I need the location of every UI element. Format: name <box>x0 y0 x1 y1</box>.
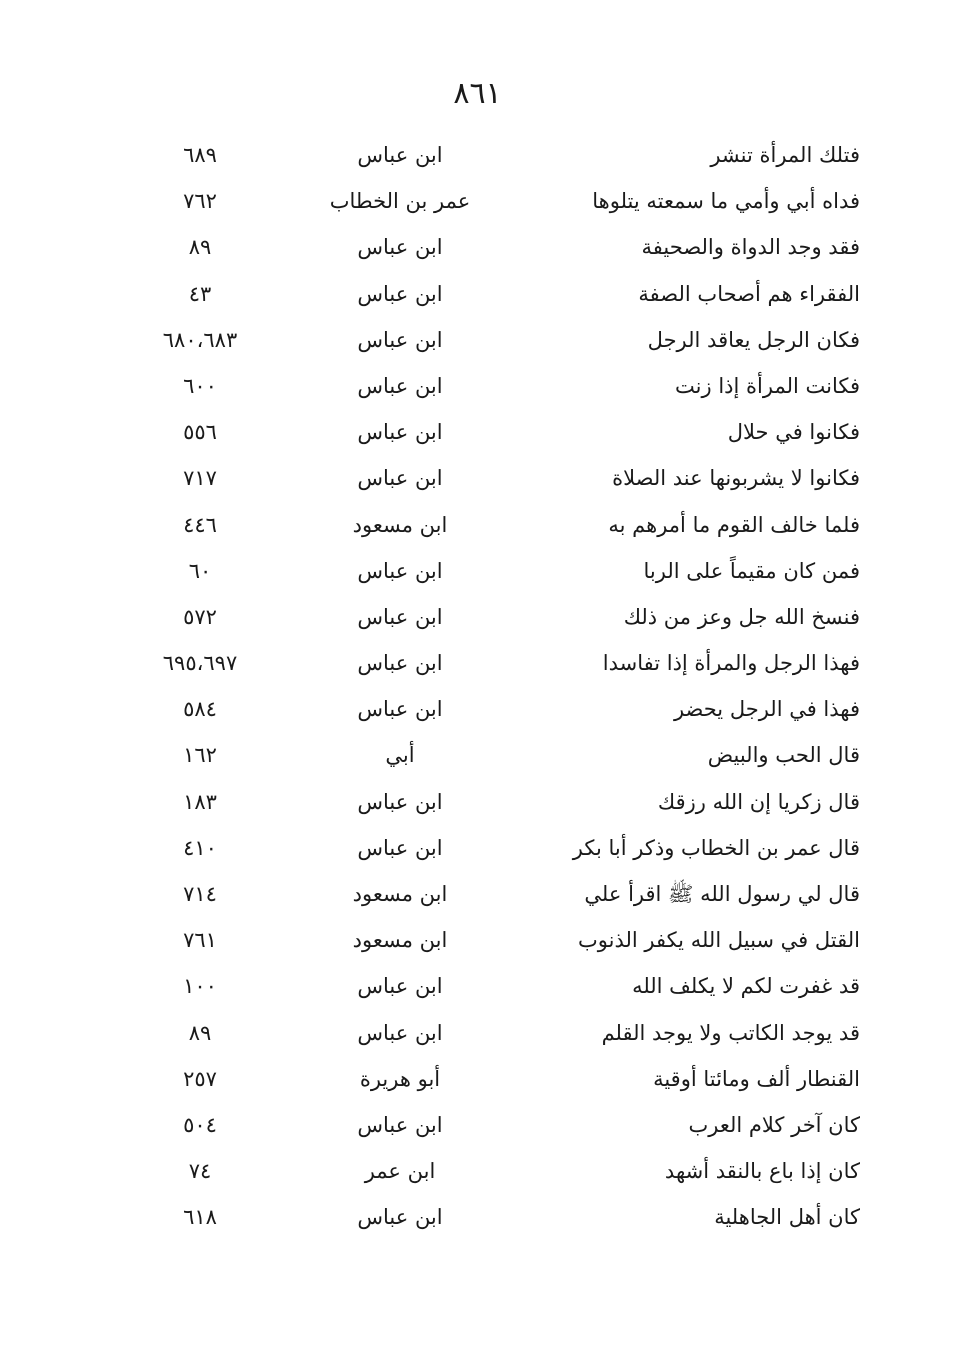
hadith-phrase: فتلك المرأة تنشر <box>710 143 860 167</box>
page-references: ١٦٢ <box>183 743 217 768</box>
hadith-phrase: فكان الرجل يعاقد الرجل <box>647 327 860 352</box>
hadith-phrase: الفقراء هم أصحاب الصفة <box>638 281 860 306</box>
hadith-phrase: قد يوجد الكاتب ولا يوجد القلم <box>601 1020 860 1045</box>
table-row <box>0 178 955 224</box>
table-row <box>0 640 955 686</box>
page-references: ٦٩٥،٦٩٧ <box>162 651 238 676</box>
page-references: ٨٩ <box>188 1020 212 1045</box>
narrator-name: ابن عباس <box>357 281 443 306</box>
table-row <box>0 871 955 917</box>
hadith-phrase: القتل في سبيل الله يكفر الذنوب <box>577 928 860 953</box>
page-references: ٤٤٦ <box>183 512 217 537</box>
narrator-name: ابن عمر <box>364 1159 436 1184</box>
narrator-name: ابن عباس <box>357 651 443 676</box>
table-row <box>0 1148 955 1194</box>
narrator-name: ابن مسعود <box>352 882 448 906</box>
table-row <box>0 409 955 455</box>
narrator-name: ابن عباس <box>357 235 443 260</box>
narrator-name: ابن عباس <box>357 697 443 722</box>
hadith-phrase: فهذا في الرجل يحضر <box>673 697 860 722</box>
page-references: ٧٦٢ <box>183 189 217 214</box>
hadith-phrase: فنسخ الله جل وعز من ذلك <box>623 604 860 629</box>
narrator-name: ابن عباس <box>357 1020 443 1045</box>
table-row <box>0 1102 955 1148</box>
narrator-name: ابن عباس <box>357 558 443 583</box>
page-references: ٤١٠ <box>183 835 217 860</box>
narrator-name: ابن عباس <box>357 835 443 860</box>
hadith-phrase: فقد وجد الدواة والصحيفة <box>641 235 860 260</box>
page-references: ٧١٧ <box>183 466 217 491</box>
page-references: ١٠٠ <box>183 974 217 999</box>
page-references: ٥٠٤ <box>183 1112 217 1137</box>
table-row <box>0 825 955 871</box>
narrator-name: عمر بن الخطاب <box>329 189 471 214</box>
hadith-phrase: فهذا الرجل والمرأة إذا تفاسدا <box>602 651 860 676</box>
narrator-name: ابن عباس <box>357 373 443 398</box>
page-references: ١٨٣ <box>183 789 217 814</box>
hadith-phrase: كان آخر كلام العرب <box>688 1112 860 1137</box>
table-row <box>0 732 955 778</box>
hadith-phrase: قال زكريا إن الله رزقك <box>657 789 860 814</box>
hadith-phrase: قد غفرت لكم لا يكلف الله <box>632 974 860 999</box>
table-row <box>0 502 955 548</box>
table-row <box>0 132 955 178</box>
hadith-phrase: فداه أبي وأمي ما سمعته يتلوها <box>592 189 860 214</box>
page-references: ٧١٤ <box>183 882 217 906</box>
narrator-name: ابن عباس <box>357 327 443 352</box>
narrator-name: ابن عباس <box>357 974 443 999</box>
hadith-phrase: فكانت المرأة إذا زنت <box>675 373 860 398</box>
page-references: ٨٩ <box>188 235 212 260</box>
narrator-name: أبو هريرة <box>359 1066 441 1091</box>
table-row <box>0 455 955 501</box>
table-row <box>0 779 955 825</box>
hadith-phrase: فكانوا في حلال <box>727 420 860 445</box>
narrator-name: ابن عباس <box>357 143 443 167</box>
index-table <box>0 132 955 1241</box>
table-row <box>0 1010 955 1056</box>
narrator-name: ابن عباس <box>357 1205 443 1230</box>
page-references: ٥٧٢ <box>183 604 217 629</box>
page-references: ٥٥٦ <box>183 420 217 445</box>
narrator-name: أبي <box>385 743 415 768</box>
page-references: ٢٥٧ <box>183 1066 217 1091</box>
hadith-phrase: قال عمر بن الخطاب وذكر أبا بكر <box>572 835 860 860</box>
table-row <box>0 1194 955 1240</box>
page-references: ٦٨٠،٦٨٣ <box>162 327 238 352</box>
page-references: ٦٠ <box>188 558 212 583</box>
page-references: ٦٠٠ <box>183 373 217 398</box>
page-references: ٦٨٩ <box>183 143 217 167</box>
narrator-name: ابن عباس <box>357 604 443 629</box>
table-row <box>0 917 955 963</box>
hadith-phrase: فمن كان مقيماً على الربا <box>643 558 860 583</box>
hadith-phrase: قال الحب والبيض <box>707 743 860 768</box>
table-row <box>0 686 955 732</box>
hadith-phrase: فكانوا لا يشربونها عند الصلاة <box>612 466 860 491</box>
narrator-name: ابن عباس <box>357 1112 443 1137</box>
table-row <box>0 548 955 594</box>
hadith-phrase: قال لي رسول الله ﷺ اقرأ علي <box>584 882 860 906</box>
narrator-name: ابن عباس <box>357 466 443 491</box>
page-references: ٦١٨ <box>183 1205 217 1230</box>
page-references: ٧٤ <box>188 1159 212 1184</box>
narrator-name: ابن مسعود <box>352 928 448 953</box>
narrator-name: ابن مسعود <box>352 512 448 537</box>
hadith-phrase: فلما خالف القوم ما أمرهم به <box>608 512 860 537</box>
table-row <box>0 224 955 270</box>
page-references: ٥٨٤ <box>183 697 217 722</box>
table-row <box>0 963 955 1009</box>
page-number: ٨٦١ <box>453 76 502 111</box>
table-row <box>0 317 955 363</box>
table-row <box>0 363 955 409</box>
hadith-phrase: كان أهل الجاهلية <box>714 1205 860 1230</box>
narrator-name: ابن عباس <box>357 789 443 814</box>
page-references: ٤٣ <box>188 281 212 306</box>
hadith-phrase: القنطار ألف ومائتا أوقية <box>653 1066 860 1091</box>
page-references: ٧٦١ <box>183 928 217 953</box>
table-row <box>0 1056 955 1102</box>
narrator-name: ابن عباس <box>357 420 443 445</box>
hadith-phrase: كان إذا باع بالنقد أشهد <box>664 1159 860 1184</box>
table-row <box>0 594 955 640</box>
table-row <box>0 271 955 317</box>
